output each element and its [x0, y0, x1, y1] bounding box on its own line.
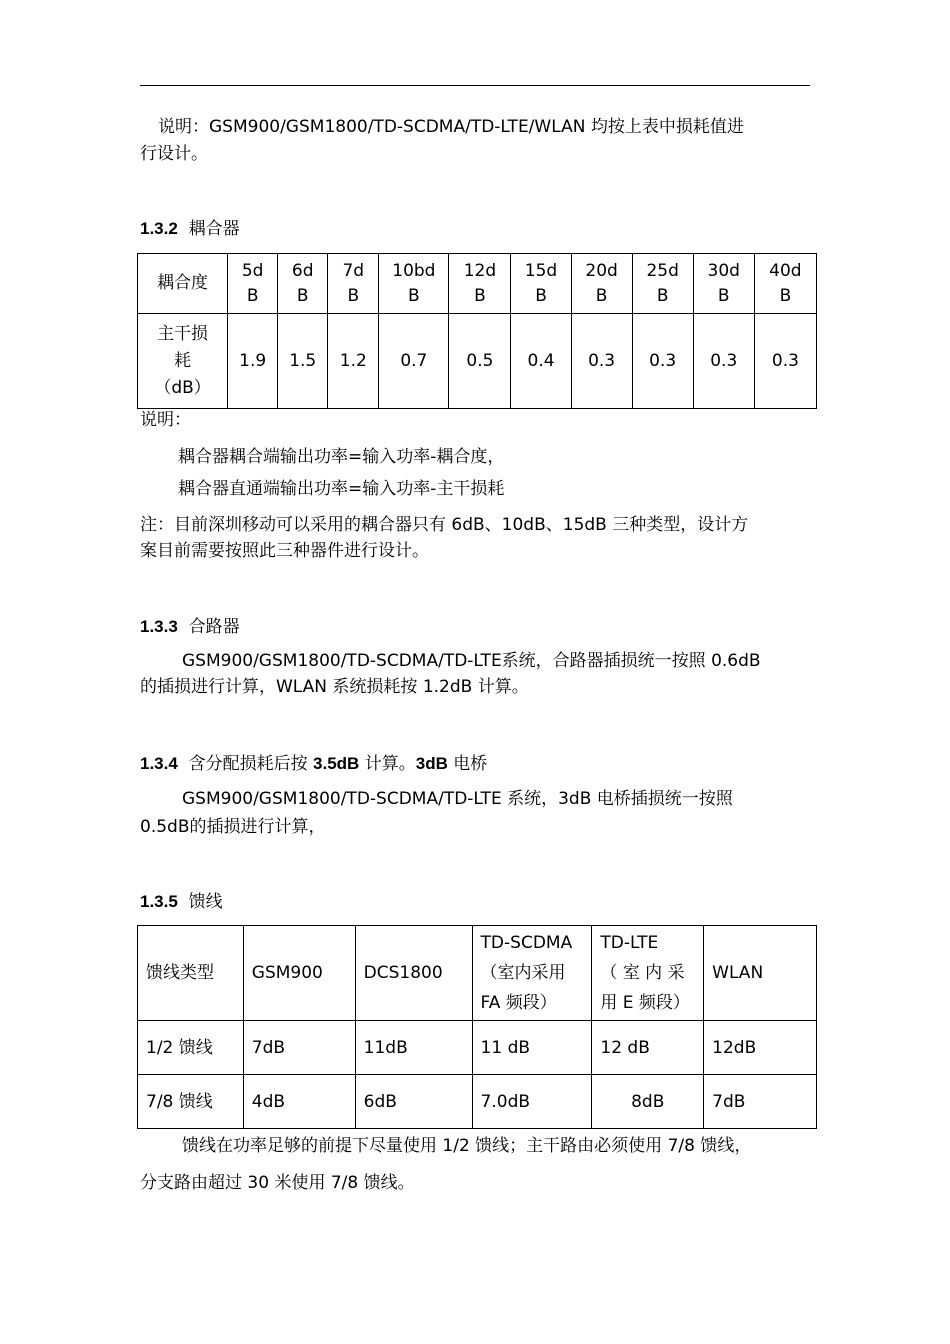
section-number: 1.3.3 — [140, 617, 178, 636]
header-rule — [140, 85, 810, 86]
header-cell: 30d B — [693, 254, 754, 314]
section-title: 馈线 — [188, 892, 223, 912]
loss-value: 0.7 — [379, 314, 449, 409]
coupler-table — [137, 253, 817, 409]
combiner-para-line1: GSM900/GSM1800/TD-SCDMA/TD-LTE系统，合路器插损统一按照 0.6dB — [182, 651, 761, 671]
table-cell: 12 dB — [592, 1021, 704, 1075]
table-cell: 8dB — [592, 1075, 704, 1129]
coupler-header-row — [138, 254, 817, 314]
dcs1800-header: DCS1800 — [355, 926, 472, 1021]
bridge-para-line1: GSM900/GSM1800/TD-SCDMA/TD-LTE 系统，3dB 电桥插损统一按照 — [182, 789, 733, 809]
header-cell: 12d B — [449, 254, 511, 314]
coupler-formula-coupled: 耦合器耦合端输出功率=输入功率-耦合度， — [178, 447, 505, 467]
table-cell: 11dB — [355, 1021, 472, 1075]
coupler-loss-row — [138, 314, 817, 409]
loss-value: 1.2 — [328, 314, 379, 409]
coupling-degree-label: 耦合度 — [138, 254, 228, 314]
coupler-remark-line2: 案目前需要按照此三种器件进行设计。 — [140, 541, 429, 561]
section-title-bold: 3.5dB — [313, 754, 360, 773]
header-cell: 6d B — [278, 254, 328, 314]
header-cell: 20d B — [571, 254, 632, 314]
feeder-table — [137, 925, 817, 1129]
loss-value: 0.4 — [511, 314, 571, 409]
header-cell: 10bd B — [379, 254, 449, 314]
coupler-note-label: 说明： — [140, 410, 191, 430]
section-title-part: 含分配损耗后按 — [188, 754, 308, 774]
loss-value: 0.5 — [449, 314, 511, 409]
note-top-line1: 说明：GSM900/GSM1800/TD-SCDMA/TD-LTE/WLAN 均按上表中损耗值进 — [158, 117, 744, 137]
table-cell: 7.0dB — [472, 1075, 592, 1129]
table-cell: 4dB — [243, 1075, 355, 1129]
feeder-para-line2: 分支路由超过 30 米使用 7/8 馈线。 — [140, 1173, 415, 1193]
section-heading-1-3-3 — [140, 614, 240, 640]
section-title: 耦合器 — [188, 219, 240, 239]
header-cell: 7d B — [328, 254, 379, 314]
loss-value: 1.9 — [228, 314, 278, 409]
table-row — [138, 1075, 817, 1129]
section-number: 1.3.5 — [140, 892, 178, 911]
bridge-para-line2: 0.5dB的插损进行计算， — [140, 817, 326, 837]
td-scdma-header: TD-SCDMA （室内采用 FA 频段） — [472, 926, 592, 1021]
table-cell: 7dB — [704, 1075, 817, 1129]
table-cell: 6dB — [355, 1075, 472, 1129]
table-row — [138, 1021, 817, 1075]
feeder-header-row — [138, 926, 817, 1021]
section-number: 1.3.2 — [140, 219, 178, 238]
note-top-line2: 行设计。 — [140, 144, 208, 164]
loss-value: 0.3 — [693, 314, 754, 409]
coupler-formula-through: 耦合器直通端输出功率=输入功率-主干损耗 — [178, 479, 505, 499]
table-cell: 7dB — [243, 1021, 355, 1075]
combiner-para-line2: 的插损进行计算，WLAN 系统损耗按 1.2dB 计算。 — [140, 677, 529, 697]
section-title-bold: 3dB — [415, 754, 448, 773]
header-cell: 15d B — [511, 254, 571, 314]
header-cell: 40d B — [754, 254, 816, 314]
section-heading-1-3-4 — [140, 751, 487, 777]
coupler-remark-line1: 注：目前深圳移动可以采用的耦合器只有 6dB、10dB、15dB 三种类型，设计方 — [140, 515, 749, 535]
section-title-part: 计算。 — [364, 754, 416, 774]
wlan-header: WLAN — [704, 926, 817, 1021]
table-cell: 11 dB — [472, 1021, 592, 1075]
feeder-type-cell: 1/2 馈线 — [138, 1021, 244, 1075]
section-heading-1-3-5 — [140, 889, 223, 915]
section-title: 合路器 — [188, 617, 240, 637]
loss-value: 0.3 — [571, 314, 632, 409]
loss-value: 0.3 — [754, 314, 816, 409]
section-number: 1.3.4 — [140, 754, 178, 773]
td-lte-header: TD-LTE （ 室 内 采 用 E 频段） — [592, 926, 704, 1021]
header-cell: 5d B — [228, 254, 278, 314]
section-heading-1-3-2 — [140, 216, 240, 242]
main-loss-label: 主干损 耗 （dB） — [138, 314, 228, 409]
gsm900-header: GSM900 — [243, 926, 355, 1021]
feeder-para-line1: 馈线在功率足够的前提下尽量使用 1/2 馈线；主干路由必须使用 7/8 馈线， — [182, 1136, 752, 1156]
feeder-type-cell: 7/8 馈线 — [138, 1075, 244, 1129]
loss-value: 0.3 — [632, 314, 693, 409]
section-title-part: 电桥 — [453, 754, 488, 774]
table-cell: 12dB — [704, 1021, 817, 1075]
header-cell: 25d B — [632, 254, 693, 314]
loss-value: 1.5 — [278, 314, 328, 409]
feeder-type-header: 馈线类型 — [138, 926, 244, 1021]
